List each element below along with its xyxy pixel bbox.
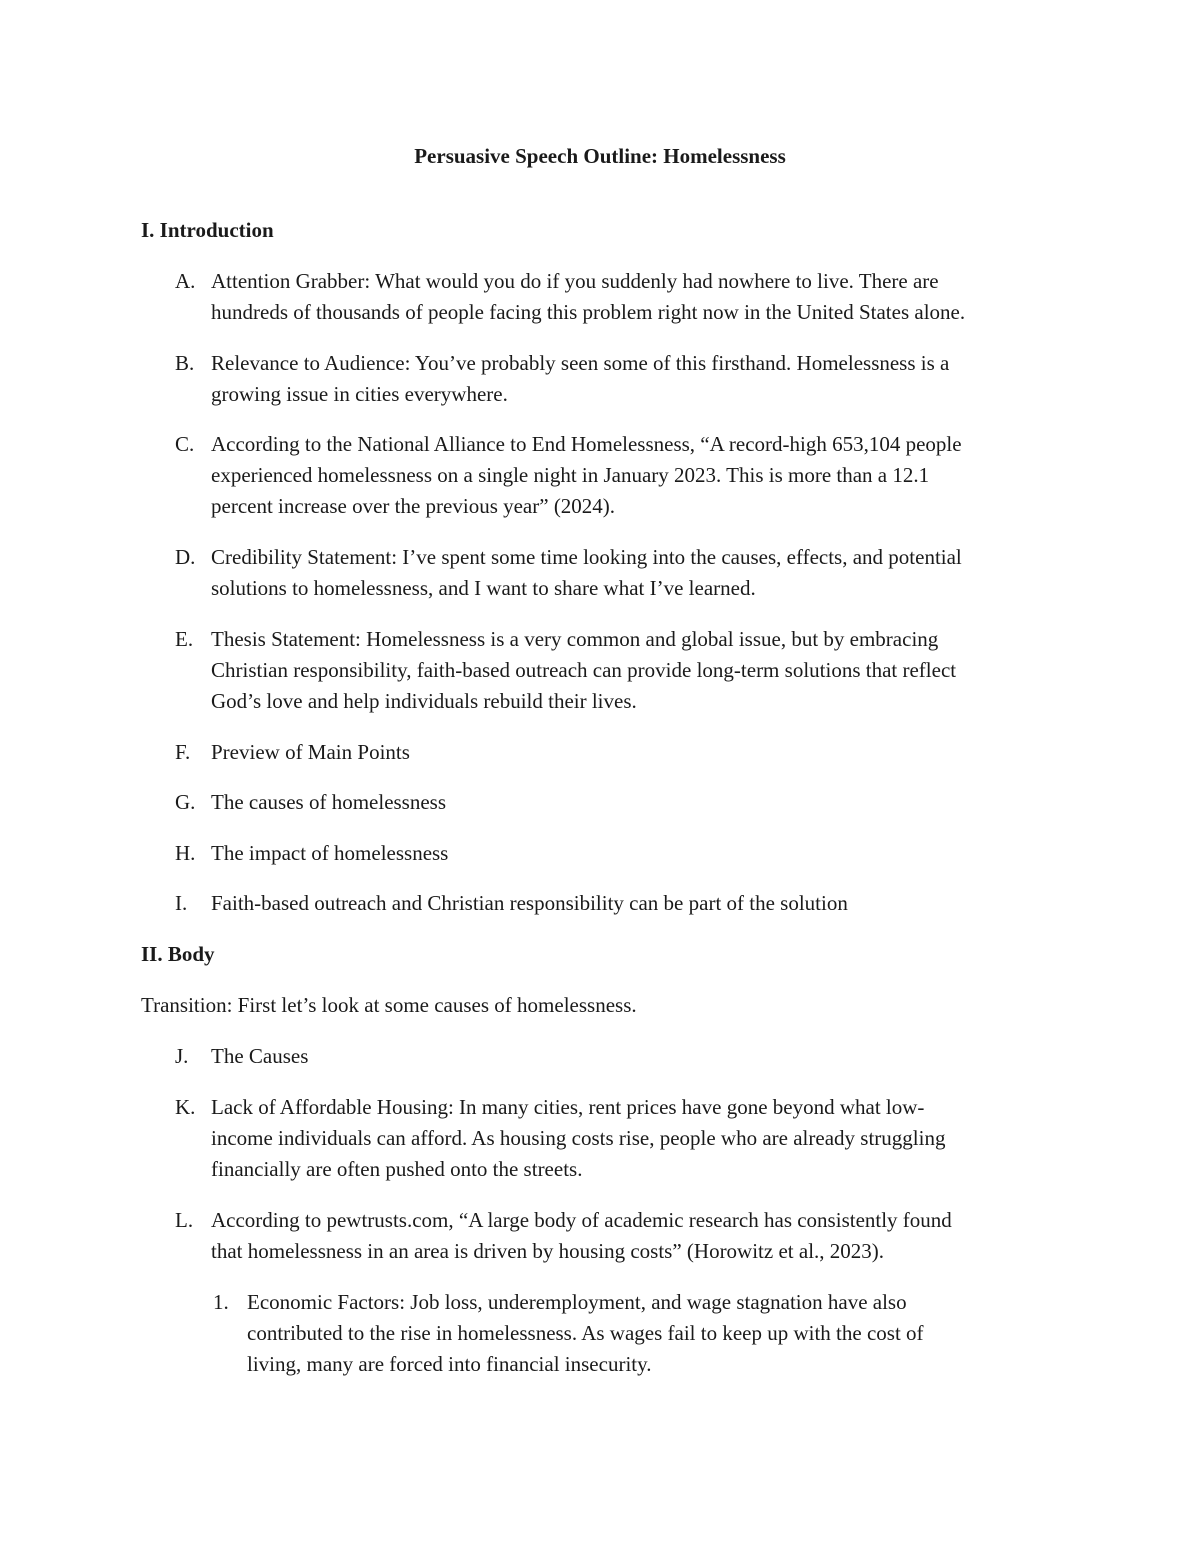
outline-item-a (141, 266, 1066, 328)
item-line: According to pewtrusts.com, “A large body of academic research has consistently found (211, 1208, 952, 1232)
item-line: Relevance to Audience: You’ve probably seen some of this firsthand. Homelessness is a (211, 351, 950, 375)
item-line: financially are often pushed onto the streets. (211, 1157, 583, 1181)
outline-item-i (141, 888, 1066, 919)
item-marker: E. (175, 627, 194, 651)
item-line: Lack of Affordable Housing: In many cities, rent prices have gone beyond what low- (211, 1095, 925, 1119)
item-line: growing issue in cities everywhere. (211, 382, 508, 406)
outline-item-b (141, 348, 1066, 410)
item-line: solutions to homelessness, and I want to share what I’ve learned. (211, 576, 756, 600)
outline-item-c (141, 429, 1066, 522)
outline-item-f (141, 737, 1066, 768)
item-line: that homelessness in an area is driven by housing costs” (Horowitz et al., 2023). (211, 1239, 885, 1263)
item-marker: F. (175, 740, 191, 764)
item-line: contributed to the rise in homelessness. As wages fail to keep up with the cost of (247, 1321, 924, 1345)
item-line: Faith-based outreach and Christian responsibility can be part of the solution (211, 891, 848, 915)
item-line: The causes of homelessness (211, 790, 447, 814)
item-marker: C. (175, 432, 195, 456)
item-marker: D. (175, 545, 196, 569)
item-marker: G. (175, 790, 196, 814)
transition-text: Transition: First let’s look at some causes of homelessness. (141, 993, 637, 1017)
introduction-heading: I. Introduction (141, 218, 274, 242)
item-line: experienced homelessness on a single night in January 2023. This is more than a 12.1 (211, 463, 930, 487)
item-line: The Causes (211, 1044, 309, 1068)
outline-item-g (141, 787, 1066, 818)
item-line: living, many are forced into financial insecurity. (247, 1352, 652, 1376)
outline-item-l (141, 1205, 1066, 1267)
item-line: The impact of homelessness (211, 841, 449, 865)
outline-item-k (141, 1092, 1066, 1185)
outline-item-d (141, 542, 1066, 604)
item-marker: I. (175, 891, 188, 915)
item-marker: H. (175, 841, 196, 865)
item-marker: 1. (213, 1290, 229, 1314)
item-line: percent increase over the previous year” (2024). (211, 494, 616, 518)
item-line: Attention Grabber: What would you do if you suddenly had nowhere to live. There are (211, 269, 939, 293)
outline-item-h (141, 838, 1066, 869)
item-line: Preview of Main Points (211, 740, 410, 764)
item-line: Thesis Statement: Homelessness is a very common and global issue, but by embracing (211, 627, 939, 651)
item-marker: L. (175, 1208, 194, 1232)
item-marker: K. (175, 1095, 196, 1119)
item-marker: J. (175, 1044, 189, 1068)
item-line: hundreds of thousands of people facing this problem right now in the United States alone. (211, 300, 966, 324)
document-title: Persuasive Speech Outline: Homelessness (414, 144, 786, 168)
item-line: According to the National Alliance to End Homelessness, “A record-high 653,104 people (211, 432, 962, 456)
item-marker: A. (175, 269, 196, 293)
outline-item-j (141, 1041, 1066, 1072)
item-line: Credibility Statement: I’ve spent some time looking into the causes, effects, and potential (211, 545, 962, 569)
outline-item-e (141, 624, 1066, 717)
item-line: Christian responsibility, faith-based outreach can provide long-term solutions that reflect (211, 658, 957, 682)
body-heading: II. Body (141, 942, 215, 966)
outline-subitem-1 (141, 1287, 1066, 1380)
item-line: income individuals can afford. As housing costs rise, people who are already struggling (211, 1126, 946, 1150)
item-marker: B. (175, 351, 195, 375)
item-line: God’s love and help individuals rebuild their lives. (211, 689, 637, 713)
item-line: Economic Factors: Job loss, underemployment, and wage stagnation have also (247, 1290, 907, 1314)
